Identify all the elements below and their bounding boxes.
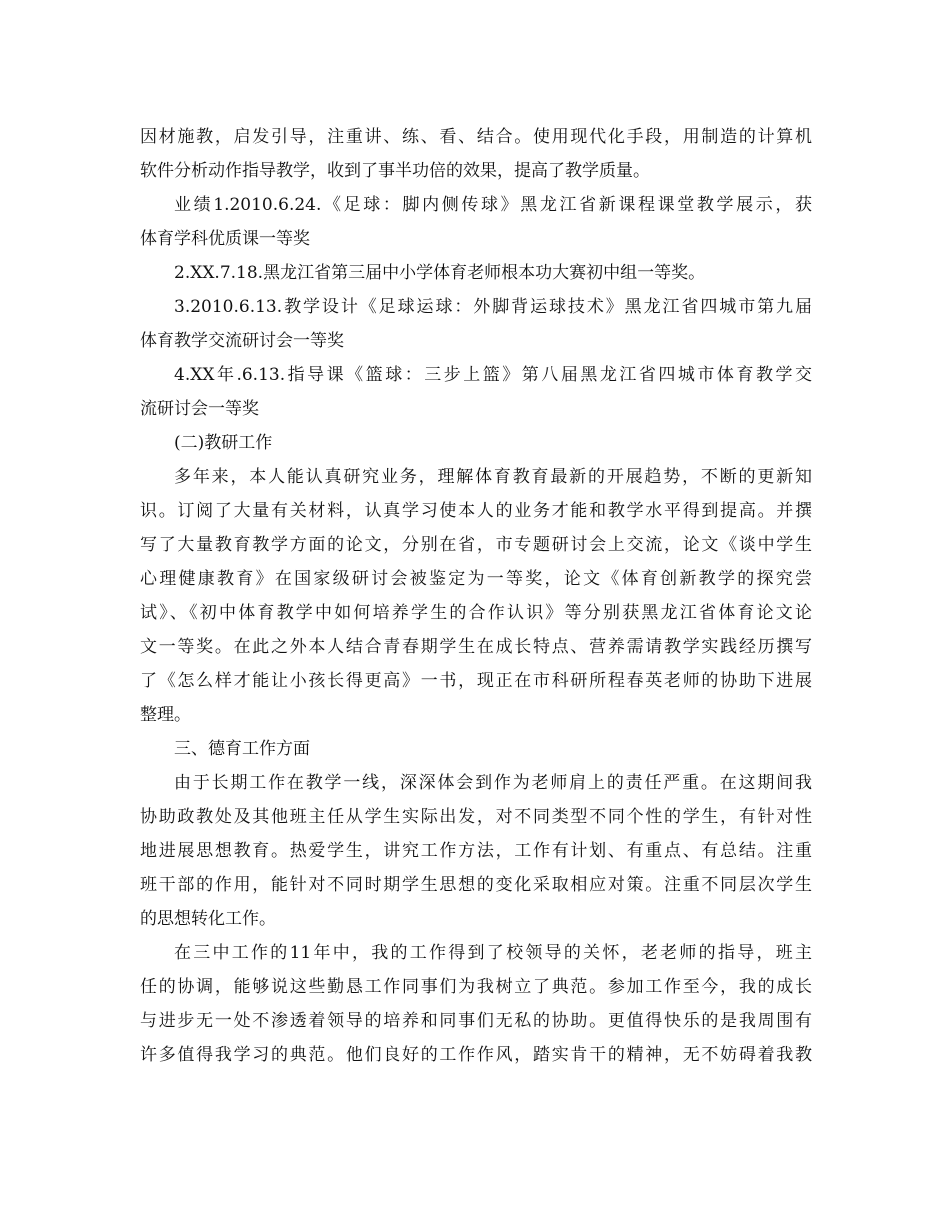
document-body [140, 120, 812, 1072]
text-line: 体育教学交流研讨会一等奖 [140, 331, 344, 351]
text-line: 试》、《初中体育教学中如何培养学生的合作认识》等分别获黑龙江省体育论文论 [140, 603, 812, 623]
text-line: 3.2010.6.13.教学设计《足球运球：外脚背运球技术》黑龙江省四城市第九届 [174, 297, 812, 317]
text-line: 多年来，本人能认真研究业务，理解体育教育最新的开展趋势，不断的更新知 [174, 467, 812, 487]
text-line: 4.XX年.6.13.指导课《篮球：三步上篮》第八届黑龙江省四城市体育教学交 [174, 365, 812, 385]
text-line: 任的协调，能够说这些勤恳工作同事们为我树立了典范。参加工作至今，我的成长 [140, 977, 812, 997]
text-line: 文一等奖。在此之外本人结合青春期学生在成长特点、营养需请教学实践经历撰写 [140, 637, 812, 657]
text-line: 写了大量教育教学方面的论文，分别在省，市专题研讨会上交流，论文《谈中学生 [140, 535, 812, 555]
text-line: 在三中工作的11年中，我的工作得到了校领导的关怀，老老师的指导，班主 [174, 943, 812, 963]
text-line: 协助政教处及其他班主任从学生实际出发，对不同类型不同个性的学生，有针对性 [140, 807, 812, 827]
text-line: 与进步无一处不渗透着领导的培养和同事们无私的协助。更值得快乐的是我周围有 [140, 1011, 812, 1031]
text-line: 识。订阅了大量有关材料，认真学习使本人的业务才能和教学水平得到提高。并撰 [140, 501, 812, 521]
section-heading: 三、德育工作方面 [174, 739, 310, 759]
text-line: 2.XX.7.18.黑龙江省第三届中小学体育老师根本功大赛初中组一等奖。 [174, 263, 706, 283]
text-line: 业绩1.2010.6.24.《足球：脚内侧传球》黑龙江省新课程课堂教学展示，获 [174, 195, 812, 215]
text-line: 流研讨会一等奖 [140, 399, 259, 419]
text-line: 了《怎么样才能让小孩长得更高》一书，现正在市科研所程春英老师的协助下进展 [140, 671, 812, 691]
section-heading: (二)教研工作 [174, 433, 273, 453]
text-line: 由于长期工作在教学一线，深深体会到作为老师肩上的责任严重。在这期间我 [174, 773, 812, 793]
text-line: 的思想转化工作。 [140, 909, 276, 929]
text-line: 软件分析动作指导教学，收到了事半功倍的效果，提高了教学质量。 [140, 161, 650, 181]
text-line: 地进展思想教育。热爱学生，讲究工作方法，工作有计划、有重点、有总结。注重 [140, 841, 812, 861]
text-line: 心理健康教育》在国家级研讨会被鉴定为一等奖，论文《体育创新教学的探究尝 [140, 569, 812, 589]
text-line: 许多值得我学习的典范。他们良好的工作作风，踏实肯干的精神，无不妨碍着我教 [140, 1045, 812, 1065]
text-line: 体育学科优质课一等奖 [140, 229, 310, 249]
text-line: 因材施教，启发引导，注重讲、练、看、结合。使用现代化手段，用制造的计算机 [140, 127, 812, 147]
text-line: 整理。 [140, 705, 191, 725]
text-line: 班干部的作用，能针对不同时期学生思想的变化采取相应对策。注重不同层次学生 [140, 875, 812, 895]
